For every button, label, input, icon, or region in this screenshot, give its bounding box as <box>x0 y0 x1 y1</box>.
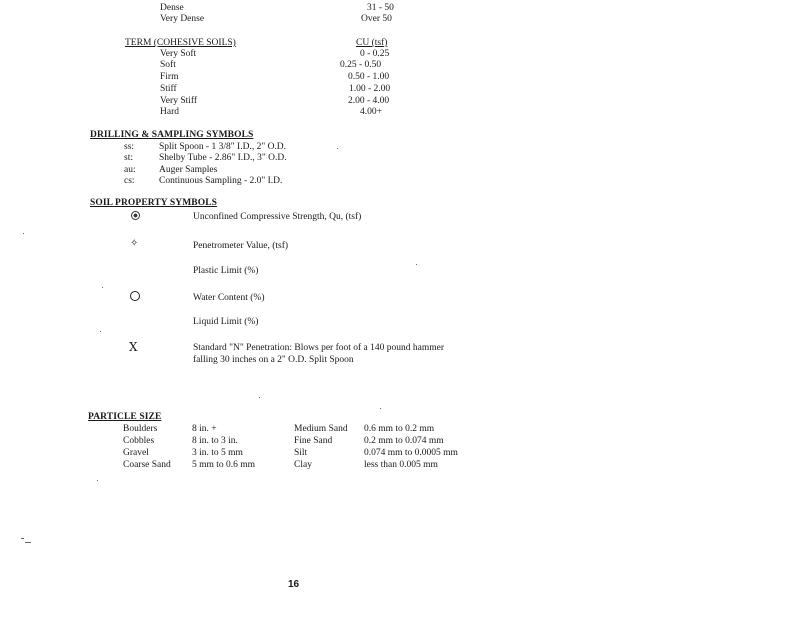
particle-name: Gravel <box>123 448 149 458</box>
granular-term-very-dense: Very Dense <box>160 14 205 24</box>
particle-name: Boulders <box>123 424 158 434</box>
target-circle-icon <box>131 211 140 220</box>
particle-size: less than 0.005 mm <box>364 460 438 470</box>
particle-name: Silt <box>294 448 308 458</box>
particle-size: 8 in. + <box>192 424 217 434</box>
scan-speck <box>97 480 98 481</box>
cohesive-heading: TERM (COHESIVE SOILS) <box>125 38 236 48</box>
cohesive-range: 1.00 - 2.00 <box>349 84 391 94</box>
x-mark-icon: X <box>129 340 138 354</box>
cohesive-range: 2.00 - 4.00 <box>348 96 390 106</box>
particle-name: Fine Sand <box>294 436 333 446</box>
soil-property-desc: Standard "N" Penetration: Blows per foot of a 140 pound hammer <box>193 343 445 353</box>
particle-size: 8 in. to 3 in. <box>192 436 238 446</box>
soil-property-desc: Liquid Limit (%) <box>193 317 259 327</box>
particle-size: 0.074 mm to 0.0005 mm <box>364 448 458 458</box>
scan-speck <box>21 538 24 539</box>
cohesive-range: 0.50 - 1.00 <box>348 72 390 82</box>
cohesive-term: Hard <box>160 107 179 117</box>
particle-name: Clay <box>294 460 312 470</box>
soil-property-desc: Water Content (%) <box>193 293 265 303</box>
cohesive-term: Stiff <box>160 84 177 94</box>
page-number: 16 <box>288 579 300 590</box>
particle-size: 0.2 mm to 0.074 mm <box>364 436 444 446</box>
scan-speck <box>100 331 101 332</box>
drilling-desc: Shelby Tube - 2.86" I.D., 3" O.D. <box>159 153 287 163</box>
soil-property-heading: SOIL PROPERTY SYMBOLS <box>90 198 218 208</box>
soil-property-desc-continued: falling 30 inches on a 2" O.D. Split Spoon <box>193 355 354 365</box>
cohesive-range: 0.25 - 0.50 <box>340 60 382 70</box>
scan-speck <box>337 148 338 149</box>
drilling-heading: DRILLING & SAMPLING SYMBOLS <box>90 130 254 140</box>
particle-size: 3 in. to 5 mm <box>192 448 243 458</box>
scan-speck <box>23 233 24 234</box>
cohesive-term: Firm <box>160 72 179 82</box>
star-icon: ✧ <box>130 238 139 249</box>
drilling-desc: Split Spoon - 1 3/8" I.D., 2" O.D. <box>159 142 287 152</box>
particle-name: Medium Sand <box>294 424 348 434</box>
granular-range-very-dense: Over 50 <box>361 14 392 24</box>
particle-name: Coarse Sand <box>123 460 171 470</box>
drilling-desc: Auger Samples <box>159 165 218 175</box>
cohesive-term: Very Stiff <box>160 96 198 106</box>
scan-speck <box>25 542 31 543</box>
drilling-code: ss: <box>124 142 135 152</box>
cohesive-term: Very Soft <box>160 49 197 59</box>
soil-property-desc: Plastic Limit (%) <box>193 266 259 276</box>
granular-range-dense: 31 - 50 <box>367 3 394 13</box>
scan-speck <box>259 397 260 398</box>
drilling-desc: Continuous Sampling - 2.0" I.D. <box>159 176 283 186</box>
particle-size: 5 mm to 0.6 mm <box>192 460 256 470</box>
particle-name: Cobbles <box>123 436 155 446</box>
cohesive-range: 0 - 0.25 <box>360 49 390 59</box>
drilling-code: au: <box>124 165 136 175</box>
particle-size-heading: PARTICLE SIZE <box>88 412 162 422</box>
scan-speck <box>416 264 417 265</box>
cohesive-term: Soft <box>160 60 176 70</box>
cu-heading: CU (tsf) <box>356 38 388 48</box>
scan-speck <box>102 287 103 288</box>
drilling-code: st: <box>124 153 133 163</box>
soil-property-desc: Penetrometer Value, (tsf) <box>193 241 289 251</box>
soil-property-desc: Unconfined Compressive Strength, Qu, (tsf) <box>193 212 362 222</box>
open-circle-icon <box>130 291 140 301</box>
scan-speck <box>380 408 381 409</box>
granular-term-dense: Dense <box>160 3 184 13</box>
particle-size: 0.6 mm to 0.2 mm <box>364 424 435 434</box>
cohesive-range: 4.00+ <box>360 107 382 117</box>
drilling-code: cs: <box>124 176 135 186</box>
